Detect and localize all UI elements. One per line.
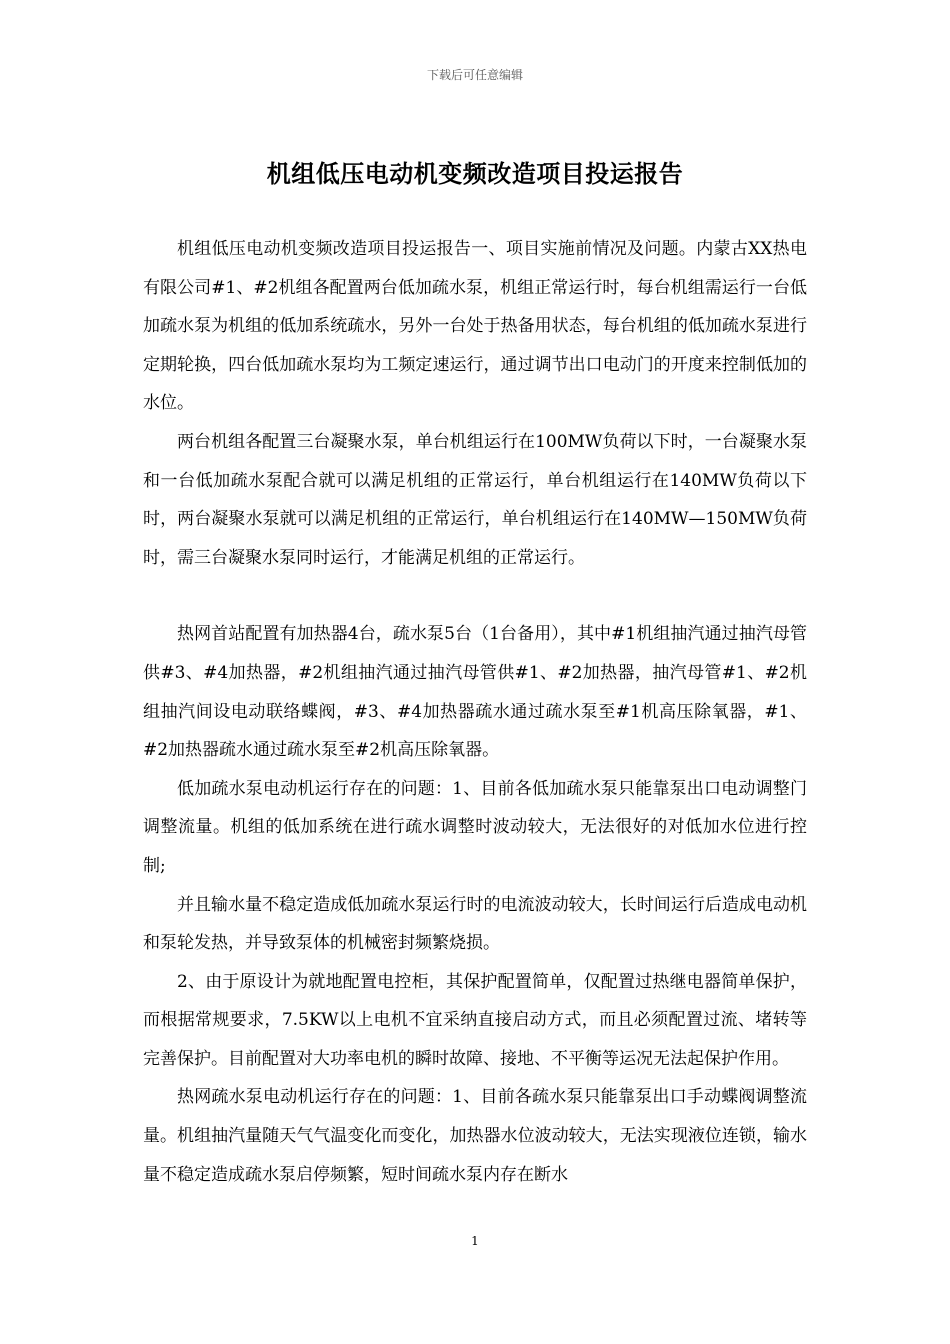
page-header-note: 下载后可任意编辑 [426,68,523,82]
paragraph-heating-station: 热网首站配置有加热器4台，疏水泵5台（1台备用），其中#1机组抽汽通过抽汽母管供#3、#4加热器，#2机组抽汽通过抽汽母管供#1、#2加热器，抽汽母管#1、#2机组抽汽间设电动联络蝶阀，#3、#4加热器疏水通过疏水泵至#1机高压除氧器，#1、#2加热器疏水通过疏水泵至#2机高压除氧器。 [143,624,807,761]
paragraph-condensate-pumps: 两台机组各配置三台凝聚水泵，单台机组运行在100MW负荷以下时，一台凝聚水泵和一台低加疏水泵配合就可以满足机组的正常运行，单台机组运行在140MW负荷以下时，两台凝聚水泵就可以满足机组的正常运行，单台机组运行在140MW—150MW负荷时，需三台凝聚水泵同时运行，才能满足机组的正常运行。 [143,431,807,568]
document-title: 机组低压电动机变频改造项目投运报告 [266,160,684,188]
document-body [143,230,807,1194]
paragraph-project-background: 机组低压电动机变频改造项目投运报告一、项目实施前情况及问题。内蒙古XX热电有限公司#1、#2机组各配置两台低加疏水泵，机组正常运行时，每台机组需运行一台低加疏水泵为机组的低加系统疏水，另外一台处于热备用状态，每台机组的低加疏水泵进行定期轮换，四台低加疏水泵均为工频定速运行，通过调节出口电动门的开度来控制低加的水位。 [143,239,807,414]
paragraph-low-pressure-pump-issues: 低加疏水泵电动机运行存在的问题：1、目前各低加疏水泵只能靠泵出口电动调整门调整流量。机组的低加系统在进行疏水调整时波动较大，无法很好的对低加水位进行控制; [143,778,807,876]
paragraph-heating-pump-issues: 热网疏水泵电动机运行存在的问题：1、目前各疏水泵只能靠泵出口手动蝶阀调整流量。机组抽汽量随天气气温变化而变化，加热器水位波动较大，无法实现液位连锁，输水量不稳定造成疏水泵启停频繁，短时间疏水泵内存在断水 [143,1087,807,1185]
paragraph-protection-issues: 2、由于原设计为就地配置电控柜，其保护配置简单，仅配置过热继电器简单保护，而根据常规要求，7.5KW以上电机不宜采纳直接启动方式，而且必须配置过流、堵转等完善保护。目前配置对大功率电机的瞬时故障、接地、不平衡等运况无法起保护作用。 [143,971,807,1069]
paragraph-unstable-flow: 并且输水量不稳定造成低加疏水泵运行时的电流波动较大，长时间运行后造成电动机和泵轮发热，并导致泵体的机械密封频繁烧损。 [143,894,807,954]
page-number: 1 [471,1234,479,1248]
